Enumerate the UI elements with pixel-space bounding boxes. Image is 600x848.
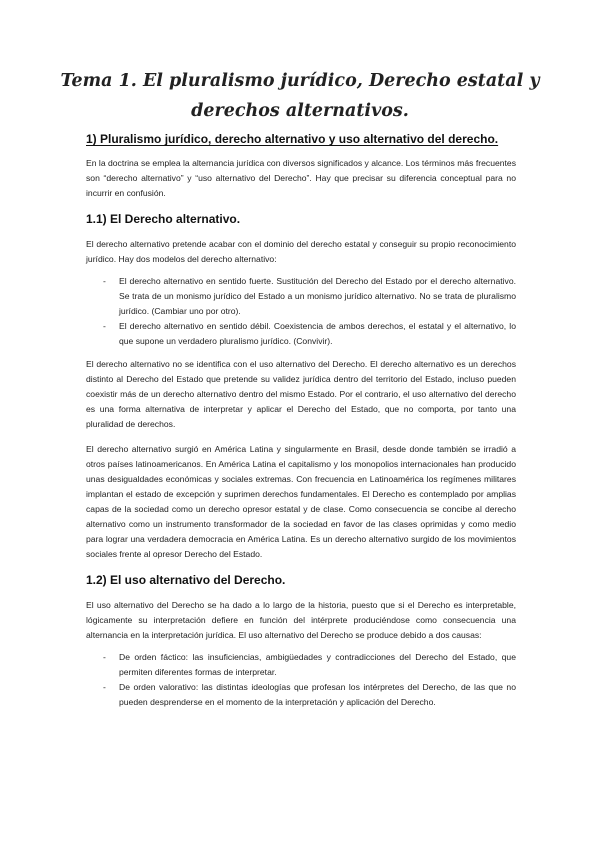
list-item [86, 319, 516, 349]
document-body [86, 131, 516, 718]
section-1-1-paragraph-1: El derecho alternativo pretende acabar con el dominio del derecho estatal y conseguir su propio reconocimiento jurídico. Hay dos modelos del derecho alternativo: [86, 239, 516, 264]
section-1-intro: En la doctrina se emplea la alternancia jurídica con diversos significados y alcance. Los términos más frecuentes son “derecho alternativo” y “uso alternativo del Derecho”. Hay que precisar su diferencia conceptual para no incurrir en confusión. [86, 158, 516, 198]
list-item-text: El derecho alternativo en sentido fuerte. Sustitución del Derecho del Estado por el derecho alternativo. Se trata de un monismo jurídico del Estado a un monismo jurídico alternativo. No se trata de pluralismo jurídico. (Cambiar uno por otro). [119, 276, 516, 316]
list-item-text: El derecho alternativo en sentido débil. Coexistencia de ambos derechos, el estatal y el alternativo, lo que supone un verdadero pluralismo jurídico. (Convivir). [119, 321, 516, 346]
section-1-2-list [86, 650, 516, 710]
dash-bullet: - [103, 682, 106, 692]
section-1-1-paragraph-2: El derecho alternativo no se identifica con el uso alternativo del Derecho. El derecho alternativo es un derechos distinto al Derecho del Estado que pretende su validez jurídica dentro del territorio del Estado, incluso pueden coexistir más de un derecho alternativo dentro del mismo Estado. Por el contrario, el uso alternativo del derecho es una forma alternativa de interpretar y aplicar el Derecho del Estado, que no comporta, por tanto una pluralidad de derechos. [86, 359, 516, 429]
list-item [86, 680, 516, 710]
title-line-2: derechos alternativos. [191, 101, 409, 121]
dash-bullet: - [103, 652, 106, 662]
section-1-1-paragraph-3: El derecho alternativo surgió en América Latina y singularmente en Brasil, desde donde también se irradió a otros países latinoamericanos. En América Latina el capitalismo y los monopolios internacionales han producido unas desigualdades económicas y sociales extremas. Con frecuencia en Latinoamérica los regímenes militares implantan el estado de excepción y suprimen derechos fundamentales. El Derecho es contemplado por amplias capas de la sociedad como un derecho opresor estatal y de clase. Como consecuencia se concibe al derecho alternativo como un instrumento transformador de la sociedad en favor de las clases oprimidas y como medio para lograr una verdadera democracia en América Latina. Es un derecho alternativo surgido de los movimientos sociales frente al opresor Derecho del Estado. [86, 444, 516, 559]
dash-bullet: - [103, 321, 106, 331]
list-item [86, 650, 516, 680]
list-item [86, 274, 516, 319]
section-1-2-heading: 1.2) El uso alternativo del Derecho. [86, 573, 286, 587]
section-1-heading: 1) Pluralismo jurídico, derecho alternativo y uso alternativo del derecho. [86, 132, 499, 146]
section-1-1-list [86, 274, 516, 349]
section-1-1-heading: 1.1) El Derecho alternativo. [86, 212, 241, 226]
dash-bullet: - [103, 276, 106, 286]
title-line-1: Tema 1. El pluralismo jurídico, Derecho estatal y [60, 71, 540, 91]
section-1-2-paragraph-1: El uso alternativo del Derecho se ha dado a lo largo de la historia, puesto que si el Derecho es interpretable, lógicamente su interpretación defiere en función del intérprete produciéndose como consecuencia una alternancia en la interpretación jurídica. El uso alternativo del Derecho se produce debido a dos causas: [86, 600, 516, 640]
list-item-text: De orden fáctico: las insuficiencias, ambigüedades y contradicciones del Derecho del Estado, que permiten diferentes formas de interpretar. [119, 652, 516, 677]
document-title [60, 66, 540, 126]
list-item-text: De orden valorativo: las distintas ideologías que profesan los intérpretes del Derecho, de las que no pueden desprenderse en el momento de la interpretación y aplicación del Derecho. [119, 682, 516, 707]
